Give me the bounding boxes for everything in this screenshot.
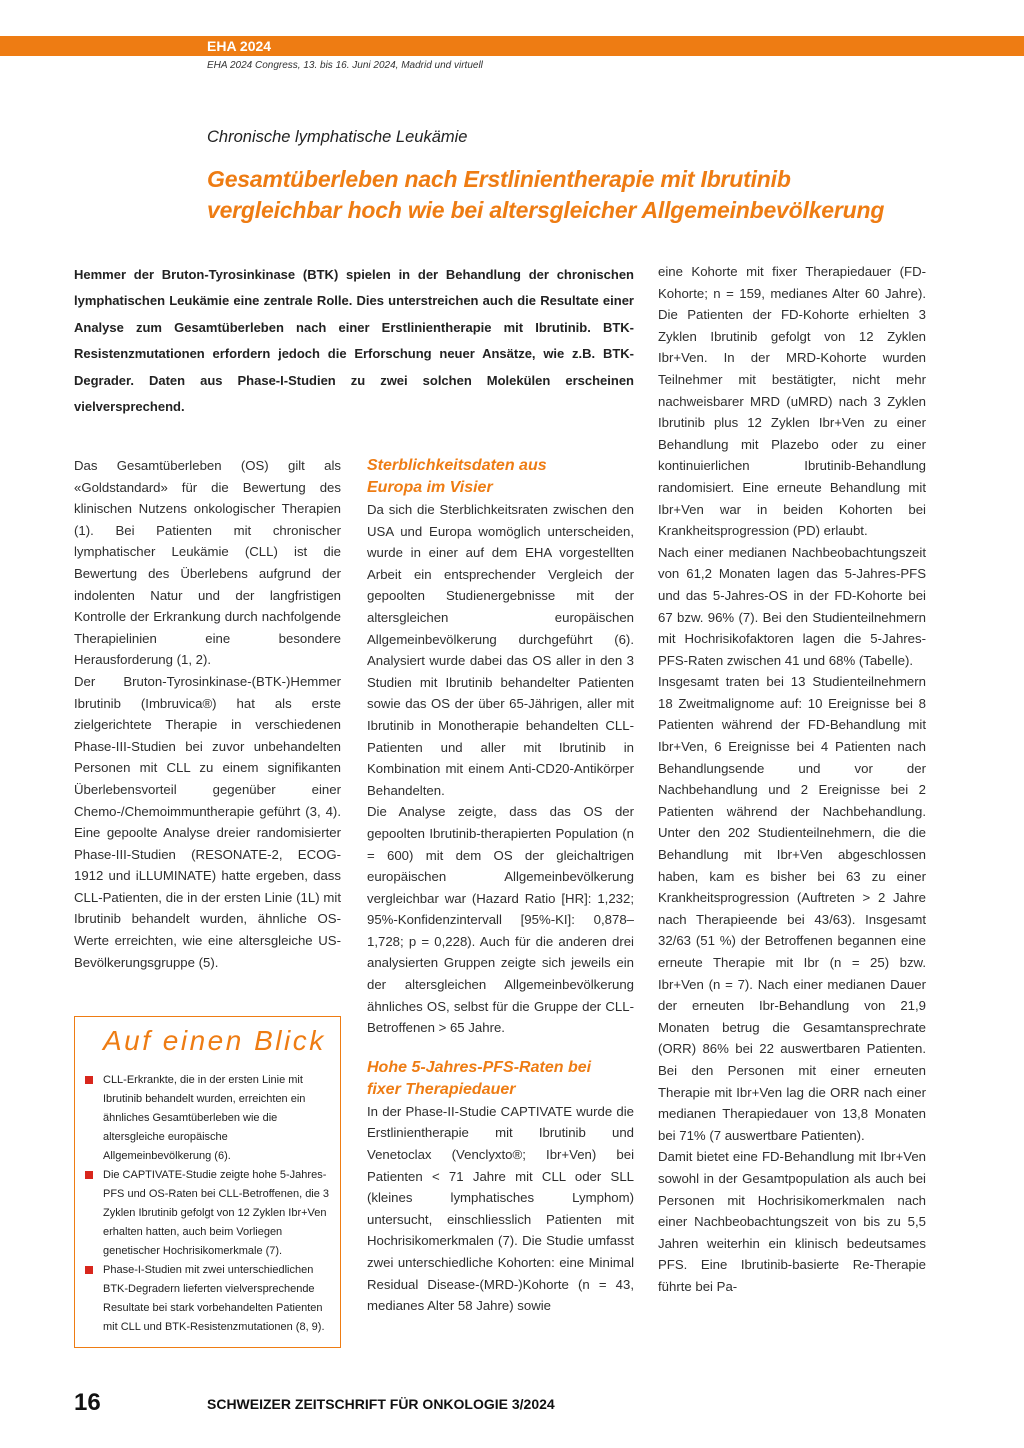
square-bullet-icon xyxy=(85,1266,93,1274)
paragraph: Der Bruton-Tyrosinkinase-(BTK-)Hemmer Ibrutinib (Imbruvica®) hat als erste zielgerichtete Therapie in verschiedenen Phase-III-Studien bei zuvor unbehandelten Personen mit CLL zu einem signifikanten Überlebensvorteil gegenüber einer Chemo-/Chemoimmuntherapie geführt (3, 4). Eine gepoolte Analyse dreier randomisierter Phase-III-Studien (RESONATE-2, ECOG-1912 und iLLUMINATE) hatte ergeben, dass CLL-Patienten, die in der ersten Linie (1L) mit Ibrutinib behandelt wurden, ähnliche OS-Werte erreichten, wie eine altersgleiche US-Bevölkerungsgruppe (5). xyxy=(74,673,341,970)
summary-item-text: Die CAPTIVATE-Studie zeigte hohe 5-Jahres-PFS und OS-Raten bei CLL-Betroffenen, die 3 Zyklen Ibrutinib gefolgt von 12 Zyklen Ibr+Ven erhalten hatten, auch beim Vorliegen genetischer Hochrisikomerkmale (7). xyxy=(103,1169,330,1257)
paragraph: Die Analyse zeigte, dass das OS der gepoolten Ibrutinib-therapierten Population (n = 600) mit dem OS der gleichaltrigen europäischen Allgemeinbevölkerung vergleichbar war (Hazard Ratio [HR]: 1,232; 95%-Konfidenzintervall [95%-KI]: 0,878–1,728; p = 0,228). Auch für die anderen drei analysierten Gruppen zeigte sich jeweils ein der altersgleichen Allgemeinbevölkerung ähnliches OS, selbst für die Gruppe der CLL-Betroffenen > 65 Jahre. xyxy=(367,804,634,1036)
paragraph: Damit bietet eine FD-Behandlung mit Ibr+Ven sowohl in der Gesamtpopulation als auch bei Personen mit Hochrisikomerkmalen nach einer Nachbeobachtungszeit von bis zu 5,5 Jahren weiterhin ein klinisch bedeutsames PFS. Eine Ibrutinib-basierte Re-Therapie führte bei Pa- xyxy=(658,1149,926,1294)
summary-item xyxy=(83,1261,331,1337)
paragraph: In der Phase-II-Studie CAPTIVATE wurde die Erstlinientherapie mit Ibrutinib und Venetoclax (Venclyxto®; Ibr+Ven) bei Patienten < 71 Jahre mit CLL oder SLL (kleines lymphatisches Lymphom) untersucht, einschliesslich Patienten mit Hochrisikomerkmalen (7). Die Studie umfasst zwei unterschiedliche Kohorten: eine Minimal Residual Disease-(MRD-)Kohorte (n = 43, medianes Alter 58 Jahre) sowie xyxy=(367,1103,634,1314)
paragraph: Das Gesamtüberleben (OS) gilt als «Goldstandard» für die Bewertung des klinischen Nutzens onkologischer Therapien (1). Bei Patienten mit chronischer lymphatischer Leukämie (CLL) ist die Bewertung des Überlebens aufgrund der indolenten Natur und der langfristigen Kontrolle der Erkrankung durch nachfolgende Therapielinien eine besondere Herausforderung (1, 2). xyxy=(74,458,341,668)
section-heading-line: fixer Therapiedauer xyxy=(367,1080,516,1098)
square-bullet-icon xyxy=(85,1076,93,1084)
headline-line-2: vergleichbar hoch wie bei altersgleicher Allgemeinbevölkerung xyxy=(207,197,885,223)
congress-tag: EHA 2024 xyxy=(207,38,272,54)
section-heading xyxy=(367,1057,634,1101)
article-headline xyxy=(207,164,967,226)
section-heading xyxy=(367,455,634,499)
paragraph: Nach einer medianen Nachbeobachtungszeit von 61,2 Monaten lagen das 5-Jahres-PFS und das 5-Jahres-OS in der FD-Kohorte bei 67 bzw. 96% (7). Bei den Studienteilnehmern mit Hochrisikofaktoren lagen die 5-Jahres-PFS-Raten zwischen 41 und 68% (Tabelle). xyxy=(658,544,926,668)
summary-box xyxy=(74,1016,341,1348)
section-heading-line: Sterblichkeitsdaten aus xyxy=(367,457,547,474)
summary-item-text: CLL-Erkrankte, die in der ersten Linie mit Ibrutinib behandelt wurden, erreichten ein ähnliches Gesamtüberleben wie die altersgleiche europäische Allgemeinbevölkerung (6). xyxy=(103,1074,306,1162)
summary-list xyxy=(83,1071,331,1337)
section-heading-line: Europa im Visier xyxy=(367,479,493,496)
paragraph: Da sich die Sterblichkeitsraten zwischen den USA und Europa womöglich unterscheiden, wurde in einer auf dem EHA vorgestellten Arbeit ein entsprechender Vergleich der gepoolten Studienergebnisse mit der altersgleichen europäischen Allgemeinbevölkerung durchgeführt (6). Analysiert wurde dabei das OS aller in den 3 Studien mit Ibrutinib behandelter Patienten sowie das OS der über 65-Jährigen, aller mit Ibrutinib in Monotherapie behandelten CLL-Patienten und aller mit Ibrutinib in Kombination mit einem Anti-CD20-Antikörper Behandelten. xyxy=(367,502,634,798)
text-column-2 xyxy=(367,455,634,1317)
section-heading-line: Hohe 5-Jahres-PFS-Raten bei xyxy=(367,1058,592,1076)
text-column-1 xyxy=(74,455,341,973)
journal-footer: SCHWEIZER ZEITSCHRIFT FÜR ONKOLOGIE 3/2024 xyxy=(207,1396,555,1412)
paragraph: Insgesamt traten bei 13 Studienteilnehmern 18 Zweitmalignome auf: 10 Ereignisse bei 8 Patienten während der FD-Behandlung mit Ibr+Ven, 6 Ereignisse bei 4 Patienten nach Behandlungsende und vor der Nachbehandlung und 2 Ereignisse bei 2 Patienten während der Nachbehandlung. Unter den 202 Studienteilnehmern, die die Behandlung mit Ibr+Ven abgeschlossen haben, kam es bisher bei 63 zu einer Krankheitsprogression (Auftreten > 2 Jahre nach Therapieende bei 43/63). Insgesamt 32/63 (51 %) der Betroffenen begannen eine erneute Therapie mit Ibr (n = 25) bzw. Ibr+Ven (n = 7). Nach einer medianen Dauer der erneuten Ibr-Behandlung von 21,9 Monaten betrug die Gesamtansprechrate (ORR) 86% bei 22 auswertbaren Patienten. Bei den Personen mit einer erneuten Therapie mit Ibr+Ven lag die ORR nach einer medianen Therapiedauer von 13,8 Monaten bei 71% (7 auswertbare Patienten). xyxy=(658,674,926,1143)
header-bar xyxy=(0,36,1024,56)
summary-box-title: Auf einen Blick xyxy=(103,1025,326,1056)
summary-item xyxy=(83,1071,331,1166)
headline-line-1: Gesamtüberleben nach Erstlinientherapie mit Ibrutinib xyxy=(207,166,791,192)
article-kicker: Chronische lymphatische Leukämie xyxy=(207,128,468,146)
paragraph: eine Kohorte mit fixer Therapiedauer (FD-Kohorte; n = 159, medianes Alter 60 Jahre). Die Patienten der FD-Kohorte erhielten 3 Zyklen Ibrutinib gefolgt von 12 Zyklen Ibr+Ven. In der MRD-Kohorte wurden Teilnehmer mit bestätigter, nicht mehr nachweisbarer MRD (uMRD) nach 3 Zyklen Ibrutinib plus 12 Zyklen Ibr+Ven zu einer Behandlung mit Plazebo oder zu einer kontinuierlichen Ibrutinib-Behandlung randomisiert. Eine erneute Behandlung mit Ibr+Ven war in beiden Kohorten bei Krankheitsprogression (PD) erlaubt. xyxy=(658,264,926,539)
square-bullet-icon xyxy=(85,1171,93,1179)
text-column-3 xyxy=(658,261,926,1298)
summary-item xyxy=(83,1166,331,1261)
page-number: 16 xyxy=(74,1389,101,1416)
article-lead: Hemmer der Bruton-Tyrosinkinase (BTK) spielen in der Behandlung der chronischen lymphatischen Leukämie eine zentrale Rolle. Dies unterstreichen auch die Resultate einer Analyse zum Gesamtüberleben nach einer Erstlinientherapie mit Ibrutinib. BTK-Resistenzmutationen erfordern jedoch die Erforschung neuer Ansätze, wie z.B. BTK-Degrader. Daten aus Phase-I-Studien zu zwei solchen Molekülen erscheinen vielversprechend. xyxy=(74,267,634,415)
congress-subline: EHA 2024 Congress, 13. bis 16. Juni 2024, Madrid und virtuell xyxy=(207,60,483,71)
summary-item-text: Phase-I-Studien mit zwei unterschiedlichen BTK-Degradern lieferten vielversprechende Resultate bei stark vorbehandelten Patienten mit CLL und BTK-Resistenzmutationen (8, 9). xyxy=(103,1264,325,1333)
